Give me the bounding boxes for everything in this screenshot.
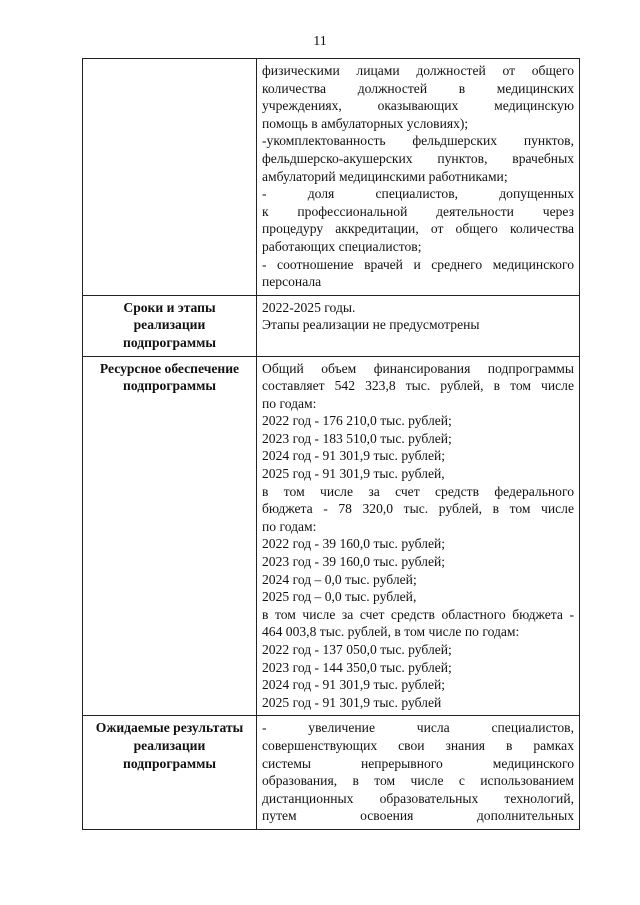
text-line: Общий объем финансирования подпрограммы	[262, 360, 574, 376]
text-line: 2024 год – 0,0 тыс. рублей;	[262, 571, 417, 587]
text-line: 2023 год - 39 160,0 тыс. рублей;	[262, 554, 446, 570]
text-line: процедуру аккредитации, от общего количества	[262, 221, 574, 237]
text-line: фельдшерско-акушерских пунктов, врачебных	[262, 150, 574, 166]
text-line: по годам:	[262, 518, 317, 534]
text-line: 2025 год - 91 301,9 тыс. рублей	[262, 694, 442, 710]
text-line: работающих специалистов;	[262, 238, 422, 254]
page-number: 11	[313, 34, 327, 49]
text-line: физическими лицами должностей от общего	[262, 63, 574, 78]
text-line: - доля специалистов, допущенных	[262, 186, 574, 202]
text-line: системы непрерывного медицинского	[262, 755, 574, 771]
text-line: -укомплектованность фельдшерских пунктов,	[262, 133, 574, 149]
text-line: - увеличение числа специалистов,	[262, 720, 574, 736]
text-line: бюджета - 78 320,0 тыс. рублей, в том числе	[262, 501, 574, 517]
row-content	[257, 295, 580, 356]
text-line: 2022 год - 137 050,0 тыс. рублей;	[262, 642, 452, 657]
row-content	[257, 59, 580, 296]
row-content	[257, 716, 580, 830]
text-line: 2025 год – 0,0 тыс. рублей,	[262, 589, 417, 605]
text-line: к профессиональной деятельности через	[262, 203, 574, 219]
table-row	[83, 716, 580, 830]
table-row	[83, 356, 580, 716]
text-line: Этапы реализации не предусмотрены	[262, 317, 480, 333]
text-line: 464 003,8 тыс. рублей, в том числе по годам:	[262, 624, 520, 640]
text-line: по годам:	[262, 395, 317, 411]
table-row	[83, 295, 580, 356]
text-line: путем освоения дополнительных	[262, 808, 574, 824]
text-line: 2024 год - 91 301,9 тыс. рублей;	[262, 677, 446, 693]
text-line: составляет 542 323,8 тыс. рублей, в том числе	[262, 378, 574, 394]
text-line: 2024 год - 91 301,9 тыс. рублей;	[262, 448, 446, 464]
row-content	[257, 356, 580, 716]
text-line: персонала	[262, 274, 322, 290]
text-line: в том числе за счет средств федерального	[262, 483, 574, 499]
text-line: количества должностей в медицинских	[262, 80, 574, 96]
text-line: совершенствующих свои знания в рамках	[262, 737, 574, 753]
text-line: учреждениях, оказывающих медицинскую	[262, 98, 574, 114]
text-line: образования, в том числе с использованием	[262, 773, 574, 789]
text-line: в том числе за счет средств областного бюджета -	[262, 606, 574, 622]
text-line: 2022 год - 39 160,0 тыс. рублей;	[262, 536, 446, 552]
text-line: амбулаторий медицинскими работниками;	[262, 168, 508, 184]
row-label: Ожидаемые результаты реализации подпрограммы	[83, 716, 257, 830]
text-line: 2022-2025 годы.	[262, 299, 356, 315]
text-line: 2023 год - 183 510,0 тыс. рублей;	[262, 430, 452, 446]
row-label: Сроки и этапы реализации подпрограммы	[83, 295, 257, 356]
text-line: - соотношение врачей и среднего медицинского	[262, 256, 574, 272]
table-row	[83, 59, 580, 296]
text-line: дистанционных образовательных технологий,	[262, 790, 574, 806]
text-line: 2025 год - 91 301,9 тыс. рублей,	[262, 466, 445, 482]
row-label	[83, 59, 257, 296]
subprogram-passport-table	[82, 58, 580, 830]
text-line: 2023 год - 144 350,0 тыс. рублей;	[262, 659, 452, 675]
row-label: Ресурсное обеспечение подпрограммы	[83, 356, 257, 716]
text-line: 2022 год - 176 210,0 тыс. рублей;	[262, 413, 452, 429]
text-line: помощь в амбулаторных условиях);	[262, 115, 469, 131]
